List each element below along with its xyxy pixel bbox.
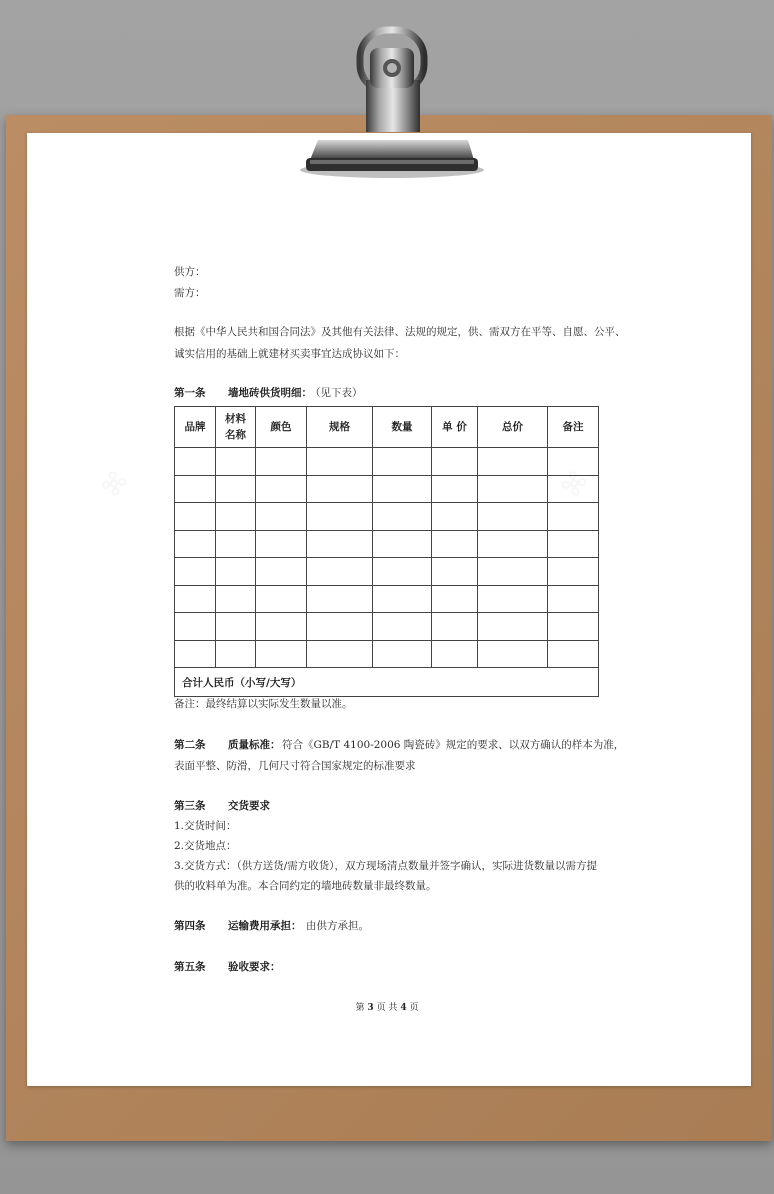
table-cell[interactable]	[307, 613, 373, 641]
table-cell[interactable]	[175, 640, 216, 668]
article-3-item-3-line-2: 供的收料单为准。本合同约定的墙地砖数量非最终数量。	[174, 880, 437, 892]
table-cell[interactable]	[216, 613, 256, 641]
table-cell[interactable]	[256, 640, 307, 668]
intro-line-2: 诚实信用的基础上就建材买卖事宜达成协议如下：	[174, 348, 405, 360]
table-cell[interactable]	[478, 475, 548, 503]
table-cell[interactable]	[548, 503, 599, 531]
article-2-text-2: 表面平整、防滑，几何尺寸符合国家规定的标准要求	[174, 760, 416, 772]
article-1-title: 墙地砖供货明细：	[228, 387, 312, 399]
table-cell[interactable]	[432, 585, 478, 613]
table-cell[interactable]	[175, 613, 216, 641]
table-cell[interactable]	[216, 503, 256, 531]
table-cell[interactable]	[256, 530, 307, 558]
article-4-text: 由供方承担。	[306, 920, 369, 932]
table-cell[interactable]	[175, 503, 216, 531]
table-cell[interactable]	[216, 530, 256, 558]
table-cell[interactable]	[216, 448, 256, 476]
table-cell[interactable]	[548, 585, 599, 613]
table-cell[interactable]	[478, 558, 548, 586]
table-cell[interactable]	[432, 448, 478, 476]
table-cell[interactable]	[432, 530, 478, 558]
table-cell[interactable]	[432, 475, 478, 503]
table-row	[175, 475, 599, 503]
table-row	[175, 503, 599, 531]
header-material-text: 材料 名称	[225, 413, 246, 441]
footer-middle: 页 共	[376, 1003, 398, 1013]
binder-clip	[0, 0, 774, 200]
table-cell[interactable]	[373, 475, 432, 503]
table-cell[interactable]	[373, 613, 432, 641]
article-2-title: 质量标准：	[228, 739, 281, 751]
table-cell[interactable]	[307, 475, 373, 503]
binder-clip-icon	[0, 0, 774, 200]
table-cell[interactable]	[548, 613, 599, 641]
table-cell[interactable]	[548, 475, 599, 503]
total-amount-label[interactable]: 合计人民币（小写/大写）	[175, 668, 599, 697]
article-3-item-1: 1.交货时间：	[174, 820, 237, 832]
footer-prefix: 第	[355, 1003, 365, 1013]
table-cell[interactable]	[478, 640, 548, 668]
table-cell[interactable]	[307, 640, 373, 668]
table-cell[interactable]	[548, 640, 599, 668]
page-footer	[0, 1000, 774, 1013]
table-row	[175, 613, 599, 641]
table-cell[interactable]	[373, 530, 432, 558]
table-cell[interactable]	[478, 503, 548, 531]
table-cell[interactable]	[175, 585, 216, 613]
table-cell[interactable]	[216, 585, 256, 613]
table-cell[interactable]	[432, 558, 478, 586]
buyer-label: 需方：	[174, 287, 206, 299]
table-header-row	[175, 407, 599, 448]
total-page-number: 4	[400, 1003, 407, 1013]
table-cell[interactable]	[432, 640, 478, 668]
table-cell[interactable]	[432, 613, 478, 641]
header-quantity: 数量	[373, 407, 432, 448]
header-color: 颜色	[256, 407, 307, 448]
article-3-title: 交货要求	[228, 800, 270, 812]
table-cell[interactable]	[256, 475, 307, 503]
table-row	[175, 448, 599, 476]
article-2-text-1: 符合《GB/T 4100-2006 陶瓷砖》规定的要求、以双方确认的样本为准，	[282, 739, 625, 751]
intro-line-1: 根据《中华人民共和国合同法》及其他有关法律、法规的规定，供、需双方在平等、自愿、公平、	[174, 326, 626, 338]
table-row	[175, 530, 599, 558]
table-cell[interactable]	[256, 613, 307, 641]
table-cell[interactable]	[478, 585, 548, 613]
table-cell[interactable]	[373, 640, 432, 668]
table-remark: 备注：最终结算以实际发生数量以准。	[174, 698, 353, 710]
table-total-row	[175, 668, 599, 697]
table-row	[175, 640, 599, 668]
footer-suffix: 页	[409, 1003, 419, 1013]
table-cell[interactable]	[373, 448, 432, 476]
table-cell[interactable]	[548, 448, 599, 476]
table-cell[interactable]	[216, 558, 256, 586]
table-cell[interactable]	[373, 503, 432, 531]
supply-table	[174, 406, 599, 697]
table-row	[175, 585, 599, 613]
table-cell[interactable]	[548, 558, 599, 586]
table-cell[interactable]	[307, 448, 373, 476]
header-spec: 规格	[307, 407, 373, 448]
current-page-number: 3	[367, 1003, 374, 1013]
table-cell[interactable]	[307, 503, 373, 531]
table-cell[interactable]	[256, 503, 307, 531]
article-4-title: 运输费用承担：	[228, 920, 302, 932]
table-cell[interactable]	[175, 475, 216, 503]
table-cell[interactable]	[256, 558, 307, 586]
table-cell[interactable]	[175, 448, 216, 476]
article-5-title: 验收要求：	[228, 961, 281, 973]
table-cell[interactable]	[256, 585, 307, 613]
table-cell[interactable]	[548, 530, 599, 558]
table-cell[interactable]	[307, 558, 373, 586]
table-cell[interactable]	[478, 530, 548, 558]
header-brand: 品牌	[175, 407, 216, 448]
header-remarks: 备注	[548, 407, 599, 448]
article-1-number: 第一条	[174, 387, 206, 399]
table-cell[interactable]	[216, 640, 256, 668]
article-1-note: （见下表）	[310, 387, 363, 399]
table-row	[175, 558, 599, 586]
table-cell[interactable]	[373, 585, 432, 613]
table-cell[interactable]	[216, 475, 256, 503]
table-cell[interactable]	[256, 448, 307, 476]
article-2-number: 第二条	[174, 739, 206, 751]
header-unit-price: 单 价	[432, 407, 478, 448]
header-material-name	[216, 407, 256, 448]
article-5-number: 第五条	[174, 961, 206, 973]
article-3-item-2: 2.交货地点：	[174, 840, 237, 852]
article-3-number: 第三条	[174, 800, 206, 812]
table-cell[interactable]	[175, 558, 216, 586]
table-cell[interactable]	[373, 558, 432, 586]
supplier-label: 供方：	[174, 266, 206, 278]
table-cell[interactable]	[478, 613, 548, 641]
table-cell[interactable]	[175, 530, 216, 558]
article-3-item-3-line-1: 3.交货方式：（供方送货/需方收货），双方现场清点数量并签字确认，实际进货数量以需方提	[174, 860, 598, 872]
table-cell[interactable]	[478, 448, 548, 476]
table-cell[interactable]	[432, 503, 478, 531]
table-cell[interactable]	[307, 530, 373, 558]
article-4-number: 第四条	[174, 920, 206, 932]
header-total-price: 总价	[478, 407, 548, 448]
table-cell[interactable]	[307, 585, 373, 613]
